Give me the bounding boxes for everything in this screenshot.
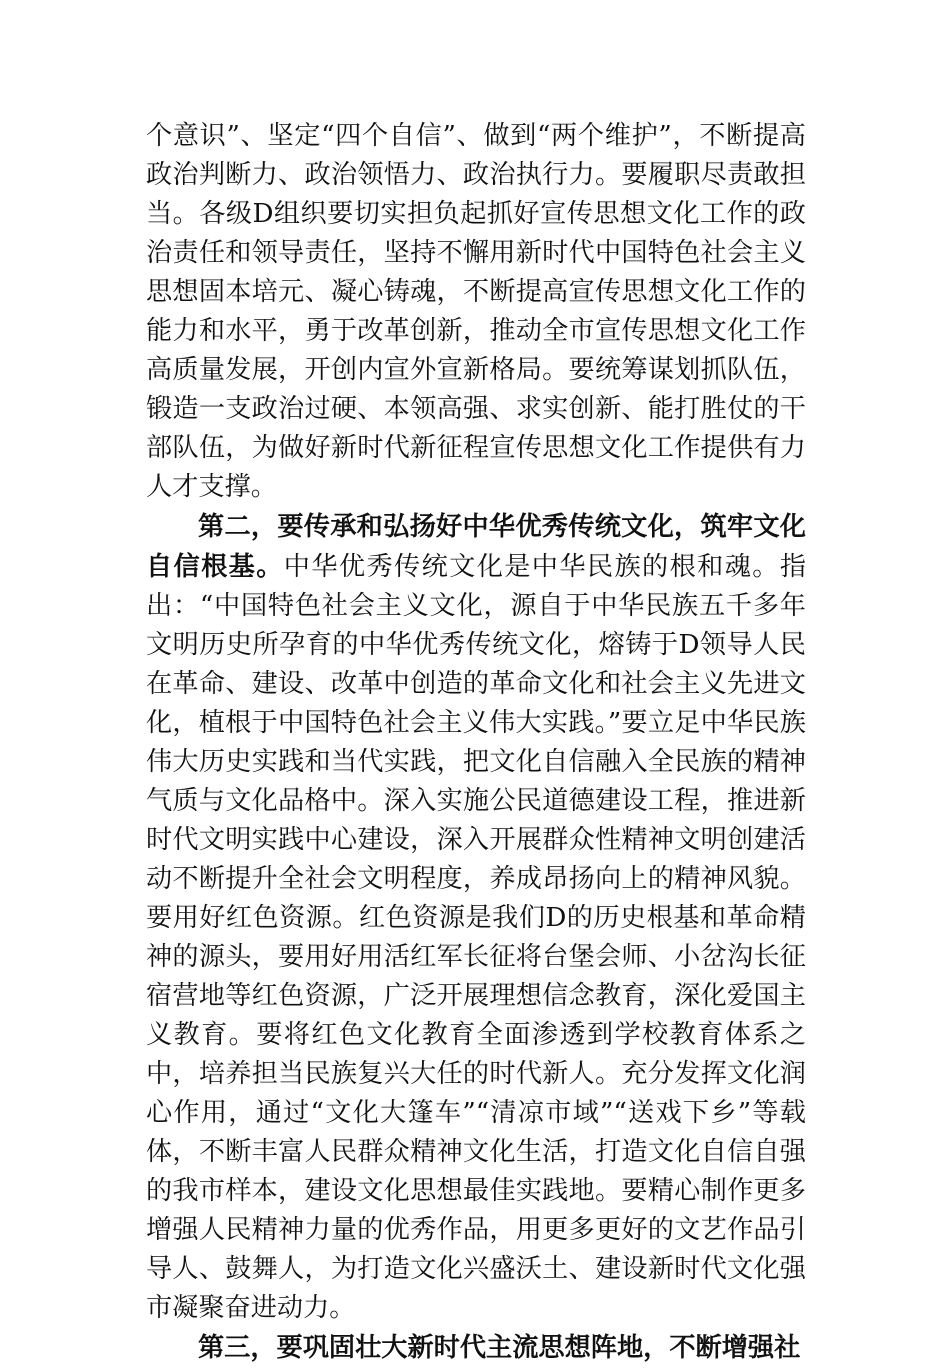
paragraph-2-lead: 第二，要传承和弘扬好中华优秀传统文化，筑牢文化自信根基。 [146,511,806,582]
paragraph-1 [146,116,806,507]
paragraph-3-lead: 第三，要巩固壮大新时代主流思想阵地，不断增强社 [198,1332,801,1363]
paragraph-3 [146,1328,806,1368]
paragraph-2-body: 中华优秀传统文化是中华民族的根和魂。指出：“中国特色社会主义文化，源自于中华民族五千多年文明历史所孕育的中华优秀传统文化，熔铸于D领导人民在革命、建设、改革中创造的革命文化和社会主义先进文化，植根于中国特色社会主义伟大实践。”要立足中华民族伟大历史实践和当代实践，把文化自信融入全民族的精神气质与文化品格中。深入实施公民道德建设工程，推进新时代文明实践中心建设，深入开展群众性精神文明创建活动不断提升全社会文明程度，养成昂扬向上的精神风貌。要用好红色资源。红色资源是我们D的历史根基和革命精神的源头，要用好用活红军长征将台堡会师、小岔沟长征宿营地等红色资源，广泛开展理想信念教育，深化爱国主义教育。要将红色文化教育全面渗透到学校教育体系之中，培养担当民族复兴大任的时代新人。充分发挥文化润心作用，通过“文化大篷车”“清凉市域”“送戏下乡”等载体，不断丰富人民群众精神文化生活，打造文化自信自强的我市样本，建设文化思想最佳实践地。要精心制作更多增强人民精神力量的优秀作品，用更多更好的文艺作品引导人、鼓舞人，为打造文化兴盛沃土、建设新时代文化强市凝聚奋进动力。 [146,552,807,1323]
paragraph-1-body: 个意识”、坚定“四个自信”、做到“两个维护”，不断提高政治判断力、政治领悟力、政治执行力。要履职尽责敢担当。各级D组织要切实担负起抓好宣传思想文化工作的政治责任和领导责任，坚持不懈用新时代中国特色社会主义思想固本培元、凝心铸魂，不断提高宣传思想文化工作的能力和水平，勇于改革创新，推动全市宣传思想文化工作高质量发展，开创内宣外宣新格局。要统筹谋划抓队伍，锻造一支政治过硬、本领高强、求实创新、能打胜仗的干部队伍，为做好新时代新征程宣传思想文化工作提供有力人才支撑。 [146,121,806,502]
paragraph-2 [146,507,806,1328]
document-body [146,116,806,1368]
